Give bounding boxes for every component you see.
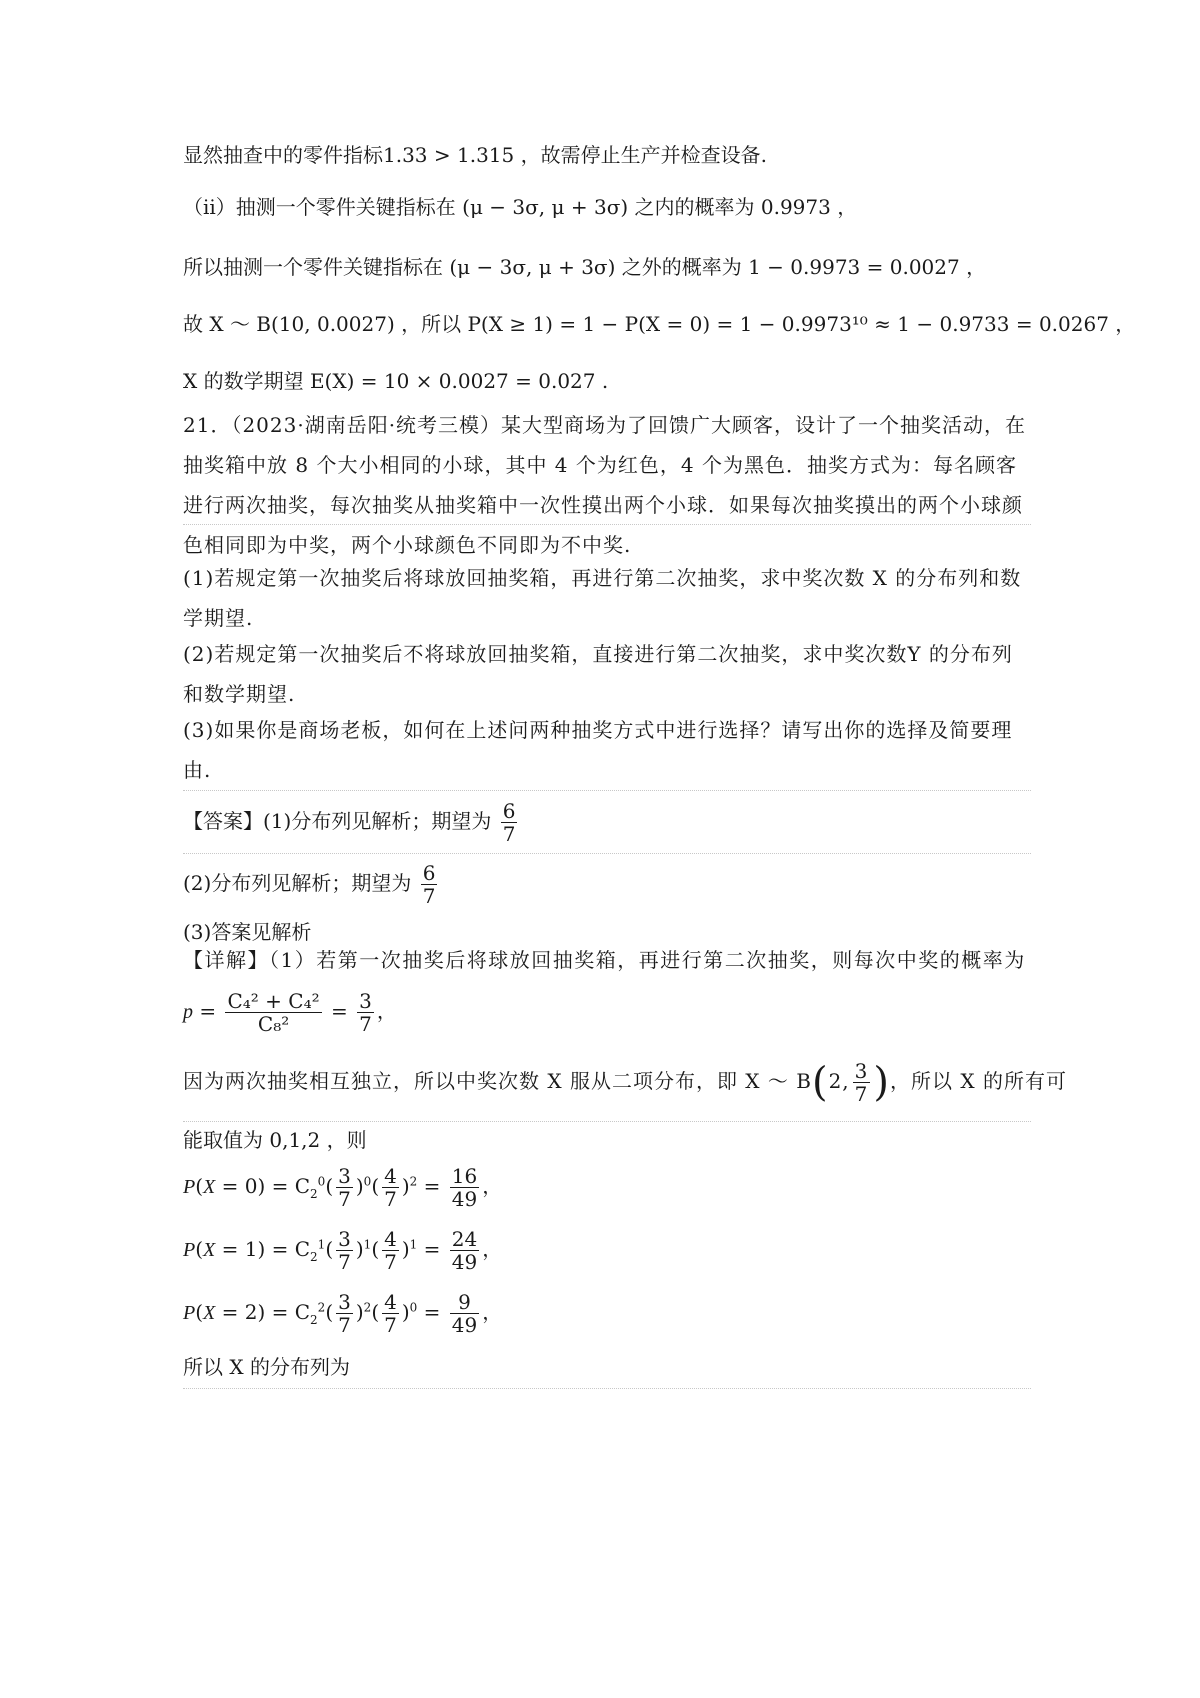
fraction	[421, 862, 438, 907]
answer-line: (3)答案见解析	[183, 920, 312, 944]
formula-line: $P(X = 1) = C_2^1$( $\frac{3}{7}$ )$^1$( $\frac{4}{7}$ )$^1$ = $\frac{24}{49}$ ，	[183, 1227, 503, 1274]
divider	[183, 1388, 1031, 1389]
question-part: (2)若规定第一次抽奖后不将球放回抽奖箱，直接进行第二次抽奖，求中奖次数Y 的分布列和数学期望.	[183, 642, 1013, 706]
fraction	[501, 800, 518, 845]
answer-text: (2)分布列见解析；期望为	[183, 871, 412, 895]
divider	[183, 1121, 1031, 1122]
answer-text: 【答案】(1)分布列见解析；期望为	[183, 809, 492, 833]
fraction	[336, 1291, 353, 1336]
fraction-numerator: 3	[359, 989, 372, 1013]
divider	[183, 524, 1031, 525]
fraction: $\frac{4}{7}$	[384, 1164, 397, 1211]
answer-line	[183, 800, 520, 845]
fraction-denominator: 7	[338, 1187, 351, 1211]
divider	[183, 790, 1031, 791]
fraction: $\frac{4}{7}$	[384, 1290, 397, 1337]
fraction-numerator: 3	[338, 1227, 351, 1251]
text-line: X 的数学期望 E(X) = 10 × 0.0027 = 0.027 .	[183, 369, 609, 393]
fraction	[450, 1291, 479, 1336]
fraction-numerator: C₄² + C₄²	[227, 989, 320, 1013]
fraction-denominator: 7	[338, 1250, 351, 1274]
detail-heading: 【详解】（1）若第一次抽奖后将球放回抽奖箱，再进行第二次抽奖，则每次中奖的概率为	[183, 948, 1026, 972]
fraction-numerator: 3	[338, 1290, 351, 1314]
fraction-denominator: 7	[502, 822, 516, 846]
fraction-denominator: 7	[854, 1082, 869, 1106]
fraction	[450, 1228, 479, 1273]
fraction	[336, 1228, 353, 1273]
text-line: 故 X ～ B(10, 0.0027) ，所以 P(X ≥ 1) = 1 − P(X = 0) = 1 − 0.9973¹⁰ ≈ 1 − 0.9733 = 0.0267 ，	[183, 312, 1136, 336]
fraction-denominator: 7	[338, 1313, 351, 1337]
text-line: 能取值为 0,1,2 ，则	[183, 1128, 367, 1152]
fraction-numerator: 9	[450, 1291, 479, 1314]
fraction	[357, 990, 374, 1035]
fraction-numerator: 3	[338, 1164, 351, 1188]
fraction-numerator: 16	[451, 1164, 478, 1188]
text-line: 所以 X 的分布列为	[183, 1355, 350, 1379]
fraction-numerator: 6	[422, 861, 436, 885]
fraction	[853, 1060, 871, 1105]
fraction: $\frac{4}{7}$	[384, 1227, 397, 1274]
binom-args: 2,	[828, 1069, 850, 1093]
fraction-numerator: 24	[451, 1227, 478, 1251]
formula-line: $P(X = 2) = C_2^2$( $\frac{3}{7}$ )$^2$( $\frac{4}{7}$ )$^0$ = $\frac{9}{49}$ ，	[183, 1290, 503, 1337]
fraction	[336, 1165, 353, 1210]
formula-line: $P(X = 0) = C_2^0$( $\frac{3}{7}$ )$^0$( $\frac{4}{7}$ )$^2$ = $\frac{16}{49}$ ，	[183, 1164, 503, 1211]
fraction-denominator: C₈²	[257, 1012, 290, 1036]
formula-line: p = $\frac{\text{C₄² + C₄²}}{\text{C₈²}}$ = $\frac{3}{7}$ ，	[183, 989, 397, 1036]
detail-text: ，所以 X 的所有可	[890, 1069, 1067, 1093]
question-part: (1)若规定第一次抽奖后将球放回抽奖箱，再进行第二次抽奖，求中奖次数 X 的分布列和数学期望.	[183, 566, 1022, 630]
text-line: 显然抽查中的零件指标1.33 > 1.315 ，故需停止生产并检查设备.	[183, 143, 767, 167]
fraction	[450, 1165, 479, 1210]
question-stem: 21．（2023·湖南岳阳·统考三模）某大型商场为了回馈广大顾客，设计了一个抽奖活动，在抽奖箱中放 8 个大小相同的小球，其中 4 个为红色，4 个为黑色．抽奖方式为：每名顾客进行两次抽奖，每次抽奖从抽奖箱中一次性摸出两个小球．如果每次抽奖摸出的两个小球颜色相同即为中奖，两个小球颜色不同即为不中奖.	[183, 413, 1027, 557]
divider	[183, 853, 1031, 854]
fraction	[225, 990, 321, 1035]
fraction-denominator: 49	[451, 1187, 478, 1211]
text-line: 因为两次抽奖相互独立，所以中奖次数 X 服从二项分布，即 X ～ B(2, $\frac{3}{7}$ )，所以 X 的所有可	[183, 1059, 1067, 1106]
answer-line	[183, 862, 440, 907]
fraction-denominator: 49	[451, 1250, 478, 1274]
detail-text: 因为两次抽奖相互独立，所以中奖次数 X 服从二项分布，即 X ～ B	[183, 1069, 812, 1093]
text-line: 所以抽测一个零件关键指标在 (μ − 3σ, μ + 3σ) 之外的概率为 1 − 0.9973 = 0.0027 ，	[183, 255, 987, 279]
fraction-denominator: 7	[422, 884, 436, 908]
fraction-numerator: 3	[854, 1059, 869, 1083]
text-line: （ii）抽测一个零件关键指标在 (μ − 3σ, μ + 3σ) 之内的概率为 0.9973 ，	[183, 195, 858, 219]
fraction-denominator: 7	[359, 1012, 372, 1036]
fraction-denominator: 49	[451, 1313, 478, 1337]
fraction-numerator: 6	[502, 799, 516, 823]
question-part: (3)如果你是商场老板，如何在上述问两种抽奖方式中进行选择？请写出你的选择及简要理由.	[183, 718, 1013, 782]
